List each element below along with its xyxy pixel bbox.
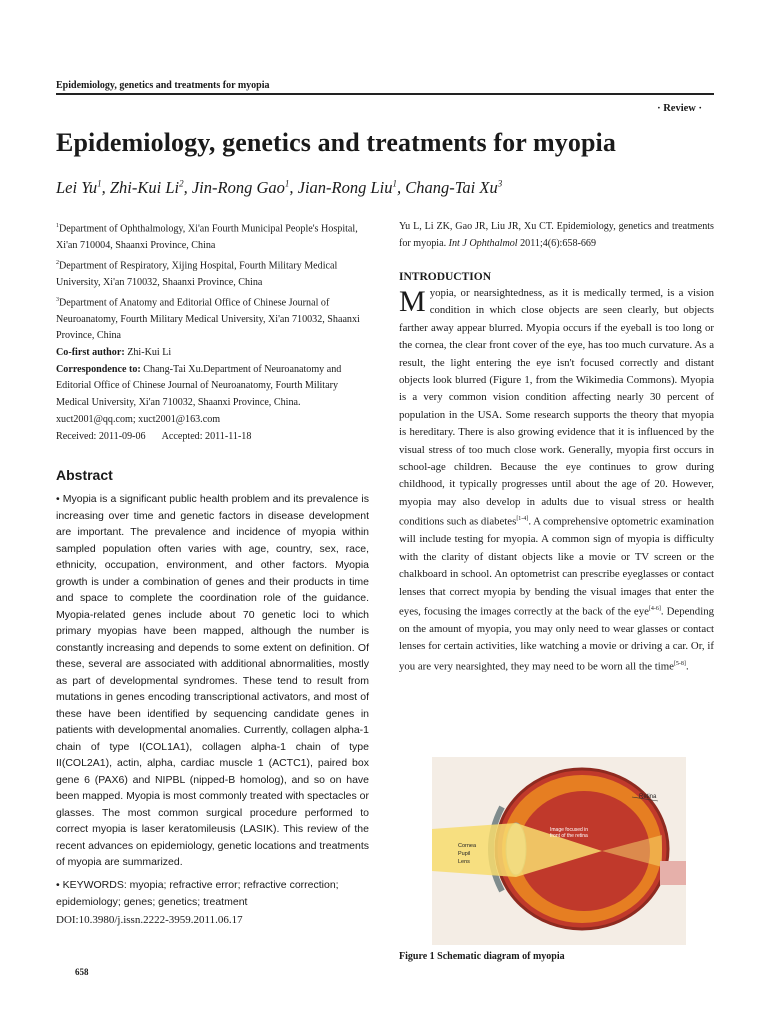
paper-title: Epidemiology, genetics and treatments for myopia (56, 128, 616, 157)
author-name: Lei Yu (56, 178, 98, 197)
drop-cap: M (399, 285, 426, 318)
author-name: Zhi-Kui Li (109, 178, 180, 197)
label-lens: Lens (458, 859, 470, 865)
author-name: Jian-Rong Liu (297, 178, 393, 197)
received-date: Received: 2011-09-06 (56, 430, 146, 442)
introduction-text: Myopia, or nearsightedness, as it is medically termed, is a vision condition in which close objects are seen clearly, but objects farther away appear blurred. Myopia occurs if the eyeball is too long or the cornea, the clear front cover of the eye, has too much curvature. As a result, the light entering the eye isn't focused correctly and distant objects look blurred (Figure 1, from the Wikimedia Commons). Myopia is a very common vision condition affecting nearly 30 percent of population in the USA. Some research supports the theory that myopia is hereditary. There is also growing evidence that it is influenced by the visual stress of too much close work. Generally, myopia first occurs in school-age children. Because the eye continues to grow during childhood, it typically progresses until about the age of 20. However, myopia may also develop in adults due to visual stress or health conditions such as diabetes[1-4]. A comprehensive optometric examination will include testing for myopia. A common sign of myopia is difficulty with the clarity of distant objects like a movie or TV screen or the chalkboard in school. An optometrist can prescribe eyeglasses or contact lenses that correct myopia by bending the visual images that enter the eyes, focusing the images correctly at the back of the eye[4-6]. Depending on the amount of myopia, you may only need to wear glasses or contact lenses for certain activities, like watching a movie or driving a car. Or, if you are very nearsighted, they may need to be worn all the time[5-8]. (399, 285, 714, 673)
affiliation-item: $^3$Department of Anatomy and Editorial Office of Chinese Journal of Neuroanatomy, Fourth Military Medical University, Xi'an 710032, Shaanxi Province, China (56, 296, 360, 342)
left-column (56, 218, 369, 929)
myopia-eye-diagram (432, 757, 686, 945)
page-number: 658 (75, 967, 89, 977)
abstract-text: • Myopia is a significant public health problem and its prevalence is increasing over time and genetic factors in disease development are important. The prevalence and incidence of myopia within sampled population often varies with age, country, sex, race, ethnicity, occupation, environment, and other factors. Myopia growth is under a combination of genes and their products in time and space to complete the coordination role of the guidance. Myopia-related genes include about 70 genetic loci to which primary myopias have been mapped, although the number is constantly increasing and depends to some extent on definition. Of these, several are associated with additional abnormalities, mostly as part of developmental syndromes. These tend to result from mutations in genes encoding transcriptional activators, and most of these have been identified by sequencing candidate genes in patients with developmental anomalies. Currently, collagen alpha-1 chain of type I(COL1A1), collagen alpha-1 chain of type II(COL2A1), actin, alpha, cardiac muscle 1 (ACTC1), paired box gene 6 (PAX6) and NIPBL (nipped-B homolog), and so on have been mapped. Myopia is most commonly treated with spectacles or glasses. The most common surgical procedure performed to correct myopia is laser keratomileusis (LASIK). This review of the recent advances on epidemiology, genetic locations and treatments of myopia are summarized. (56, 493, 369, 869)
accepted-date: Accepted: 2011-11-18 (161, 430, 252, 442)
co-first-author: Co-first author: Zhi-Kui Li (56, 347, 172, 358)
header-rule (56, 93, 714, 95)
right-column (399, 218, 714, 676)
correspondence: Correspondence to: Chang-Tai Xu.Department of Neuroanatomy and Editorial Office of Chinese Journal of Neuroanatomy, Fourth Military Medical University, Xi'an 710032, Shaanxi Province, China. xuct2001@qq.com; xuct2001@163.com (56, 363, 342, 425)
dates-line (56, 429, 369, 446)
reference-citation[interactable]: [5-8] (673, 660, 686, 667)
label-cornea: Cornea (458, 843, 477, 849)
author-affiliation-mark: 2 (179, 178, 184, 189)
author-affiliation-mark: 1 (392, 178, 398, 189)
reference-citation[interactable]: [4-6] (648, 605, 661, 612)
affiliation-item: $^2$Department of Respiratory, Xijing Hospital, Fourth Military Medical University, Xi'an 710032, Shaanxi Province, China (56, 259, 338, 288)
section-heading-introduction: INTRODUCTION (399, 271, 492, 283)
doi: DOI:10.3980/j.issn.2222-3959.2011.06.17 (56, 913, 243, 926)
abstract-heading: Abstract (56, 467, 113, 484)
reference-citation[interactable]: [1-4] (516, 516, 529, 523)
optic-nerve (660, 861, 686, 885)
eye-cross-section-illustration (432, 757, 686, 945)
author-list: Lei Yu$^1$, Zhi-Kui Li$^2$, Jin-Rong Gao$^1$, Jian-Rong Liu$^1$, Chang-Tai Xu$^3$ (56, 178, 503, 197)
figure-caption: Figure 1 Schematic diagram of myopia (399, 951, 565, 962)
author-name: Jin-Rong Gao (191, 178, 285, 197)
citation: Yu L, Li ZK, Gao JR, Liu JR, Xu CT. Epidemiology, genetics and treatments for myopia. Int J Ophthalmol 2011;4(6):658-669 (399, 221, 714, 249)
author-name: Chang-Tai Xu (405, 178, 498, 197)
running-head: Epidemiology, genetics and treatments for myopia (56, 80, 270, 91)
journal-name: Int J Ophthalmol (448, 238, 518, 249)
affiliation-block (56, 218, 369, 445)
label-focus: front of the retina (550, 833, 588, 839)
author-affiliation-mark: 1 (284, 178, 290, 189)
author-affiliation-mark: 1 (97, 178, 102, 189)
label-pupil: Pupil (458, 851, 471, 857)
label-focus: Image focused in (550, 827, 589, 833)
article-type: · Review · (657, 103, 702, 114)
label-retina: Retina (639, 794, 657, 800)
keywords: • KEYWORDS: myopia; refractive error; refractive correction; epidemiology; genes; genetics; treatment (56, 878, 339, 908)
affiliation-item: $^1$Department of Ophthalmology, Xi'an Fourth Municipal People's Hospital, Xi'an 710004, Shaanxi Province, China (56, 223, 358, 252)
author-affiliation-mark: 3 (497, 178, 503, 189)
